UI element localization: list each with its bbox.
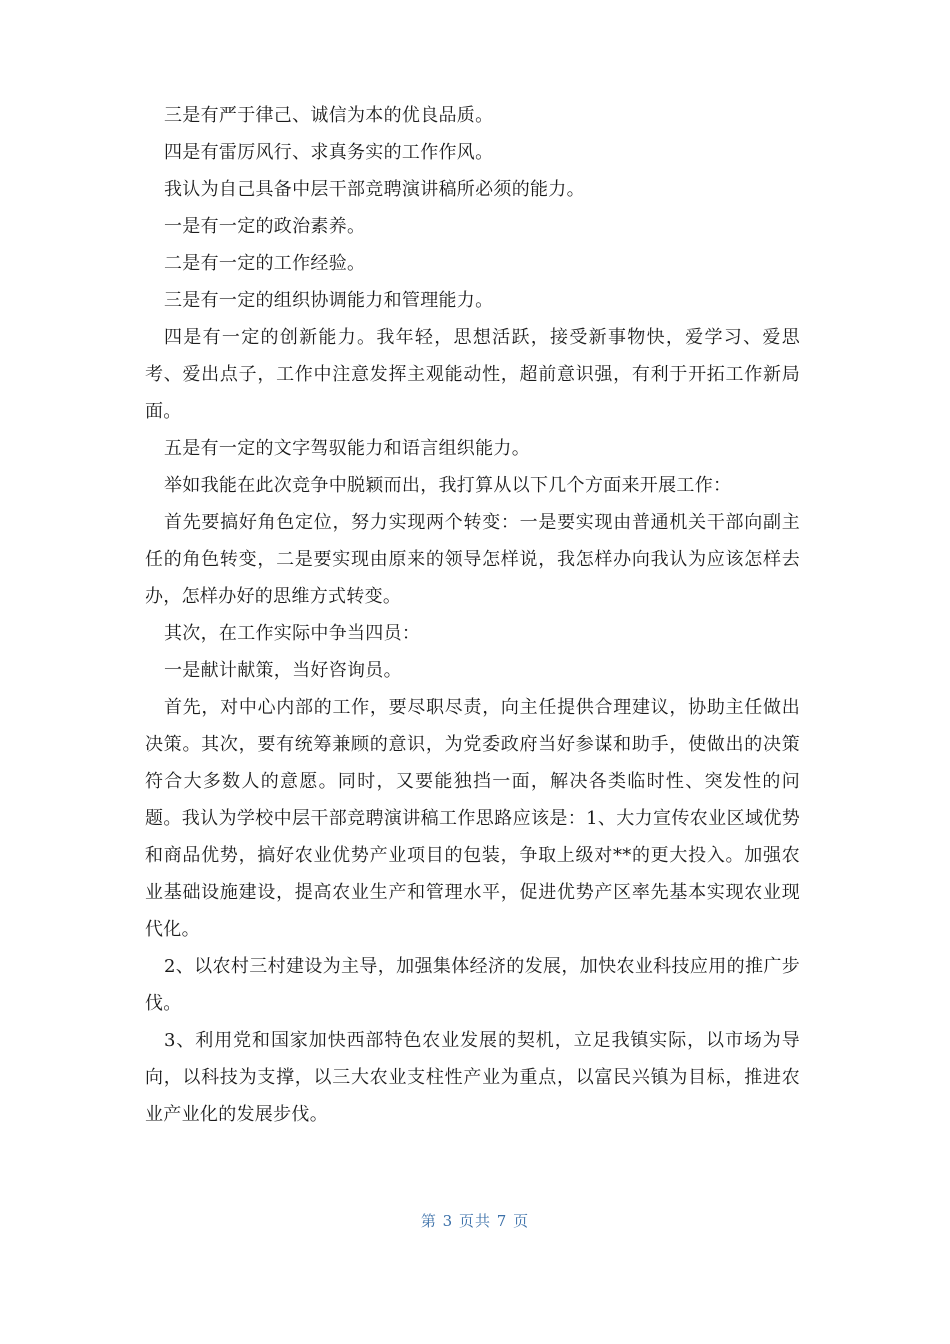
paragraph: 四是有一定的创新能力。我年轻，思想活跃，接受新事物快，爱学习、爱思考、爱出点子，工作中注意发挥主观能动性，超前意识强，有利于开拓工作新局面。 — [145, 327, 800, 422]
paragraph: 举如我能在此次竞争中脱颖而出，我打算从以下几个方面来开展工作： — [164, 475, 732, 496]
document-body — [145, 97, 800, 1133]
page-number-footer: 第 3 页共 7 页 — [420, 1212, 530, 1230]
paragraph: 2、以农村三村建设为主导，加强集体经济的发展，加快农业科技应用的推广步伐。 — [145, 956, 800, 1014]
paragraph: 首先要搞好角色定位，努力实现两个转变：一是要实现由普通机关干部向副主任的角色转变，二是要实现由原来的领导怎样说，我怎样办向我认为应该怎样去办，怎样办好的思维方式转变。 — [145, 512, 800, 607]
paragraph: 首先，对中心内部的工作，要尽职尽责，向主任提供合理建议，协助主任做出决策。其次，要有统筹兼顾的意识，为党委政府当好参谋和助手，使做出的决策符合大多数人的意愿。同时，又要能独挡一面，解决各类临时性、突发性的问题。我认为学校中层干部竞聘演讲稿工作思路应该是：1、大力宣传农业区域优势和商品优势，搞好农业优势产业项目的包装，争取上级对**的更大投入。加强农业基础设施建设，提高农业生产和管理水平，促进优势产区率先基本实现农业现代化。 — [145, 697, 800, 940]
paragraph: 其次，在工作实际中争当四员： — [164, 623, 421, 644]
paragraph: 二是有一定的工作经验。 — [164, 253, 366, 274]
paragraph: 3、利用党和国家加快西部特色农业发展的契机，立足我镇实际，以市场为导向，以科技为支撑，以三大农业支柱性产业为重点，以富民兴镇为目标，推进农业产业化的发展步伐。 — [145, 1030, 800, 1125]
paragraph: 三是有一定的组织协调能力和管理能力。 — [164, 290, 494, 311]
paragraph: 我认为自己具备中层干部竞聘演讲稿所必须的能力。 — [164, 179, 585, 200]
paragraph: 一是献计献策，当好咨询员。 — [164, 660, 402, 681]
paragraph: 三是有严于律己、诚信为本的优良品质。 — [164, 105, 494, 126]
paragraph: 五是有一定的文字驾驭能力和语言组织能力。 — [164, 438, 530, 459]
paragraph: 四是有雷厉风行、求真务实的工作作风。 — [164, 142, 494, 163]
paragraph: 一是有一定的政治素养。 — [164, 216, 366, 237]
